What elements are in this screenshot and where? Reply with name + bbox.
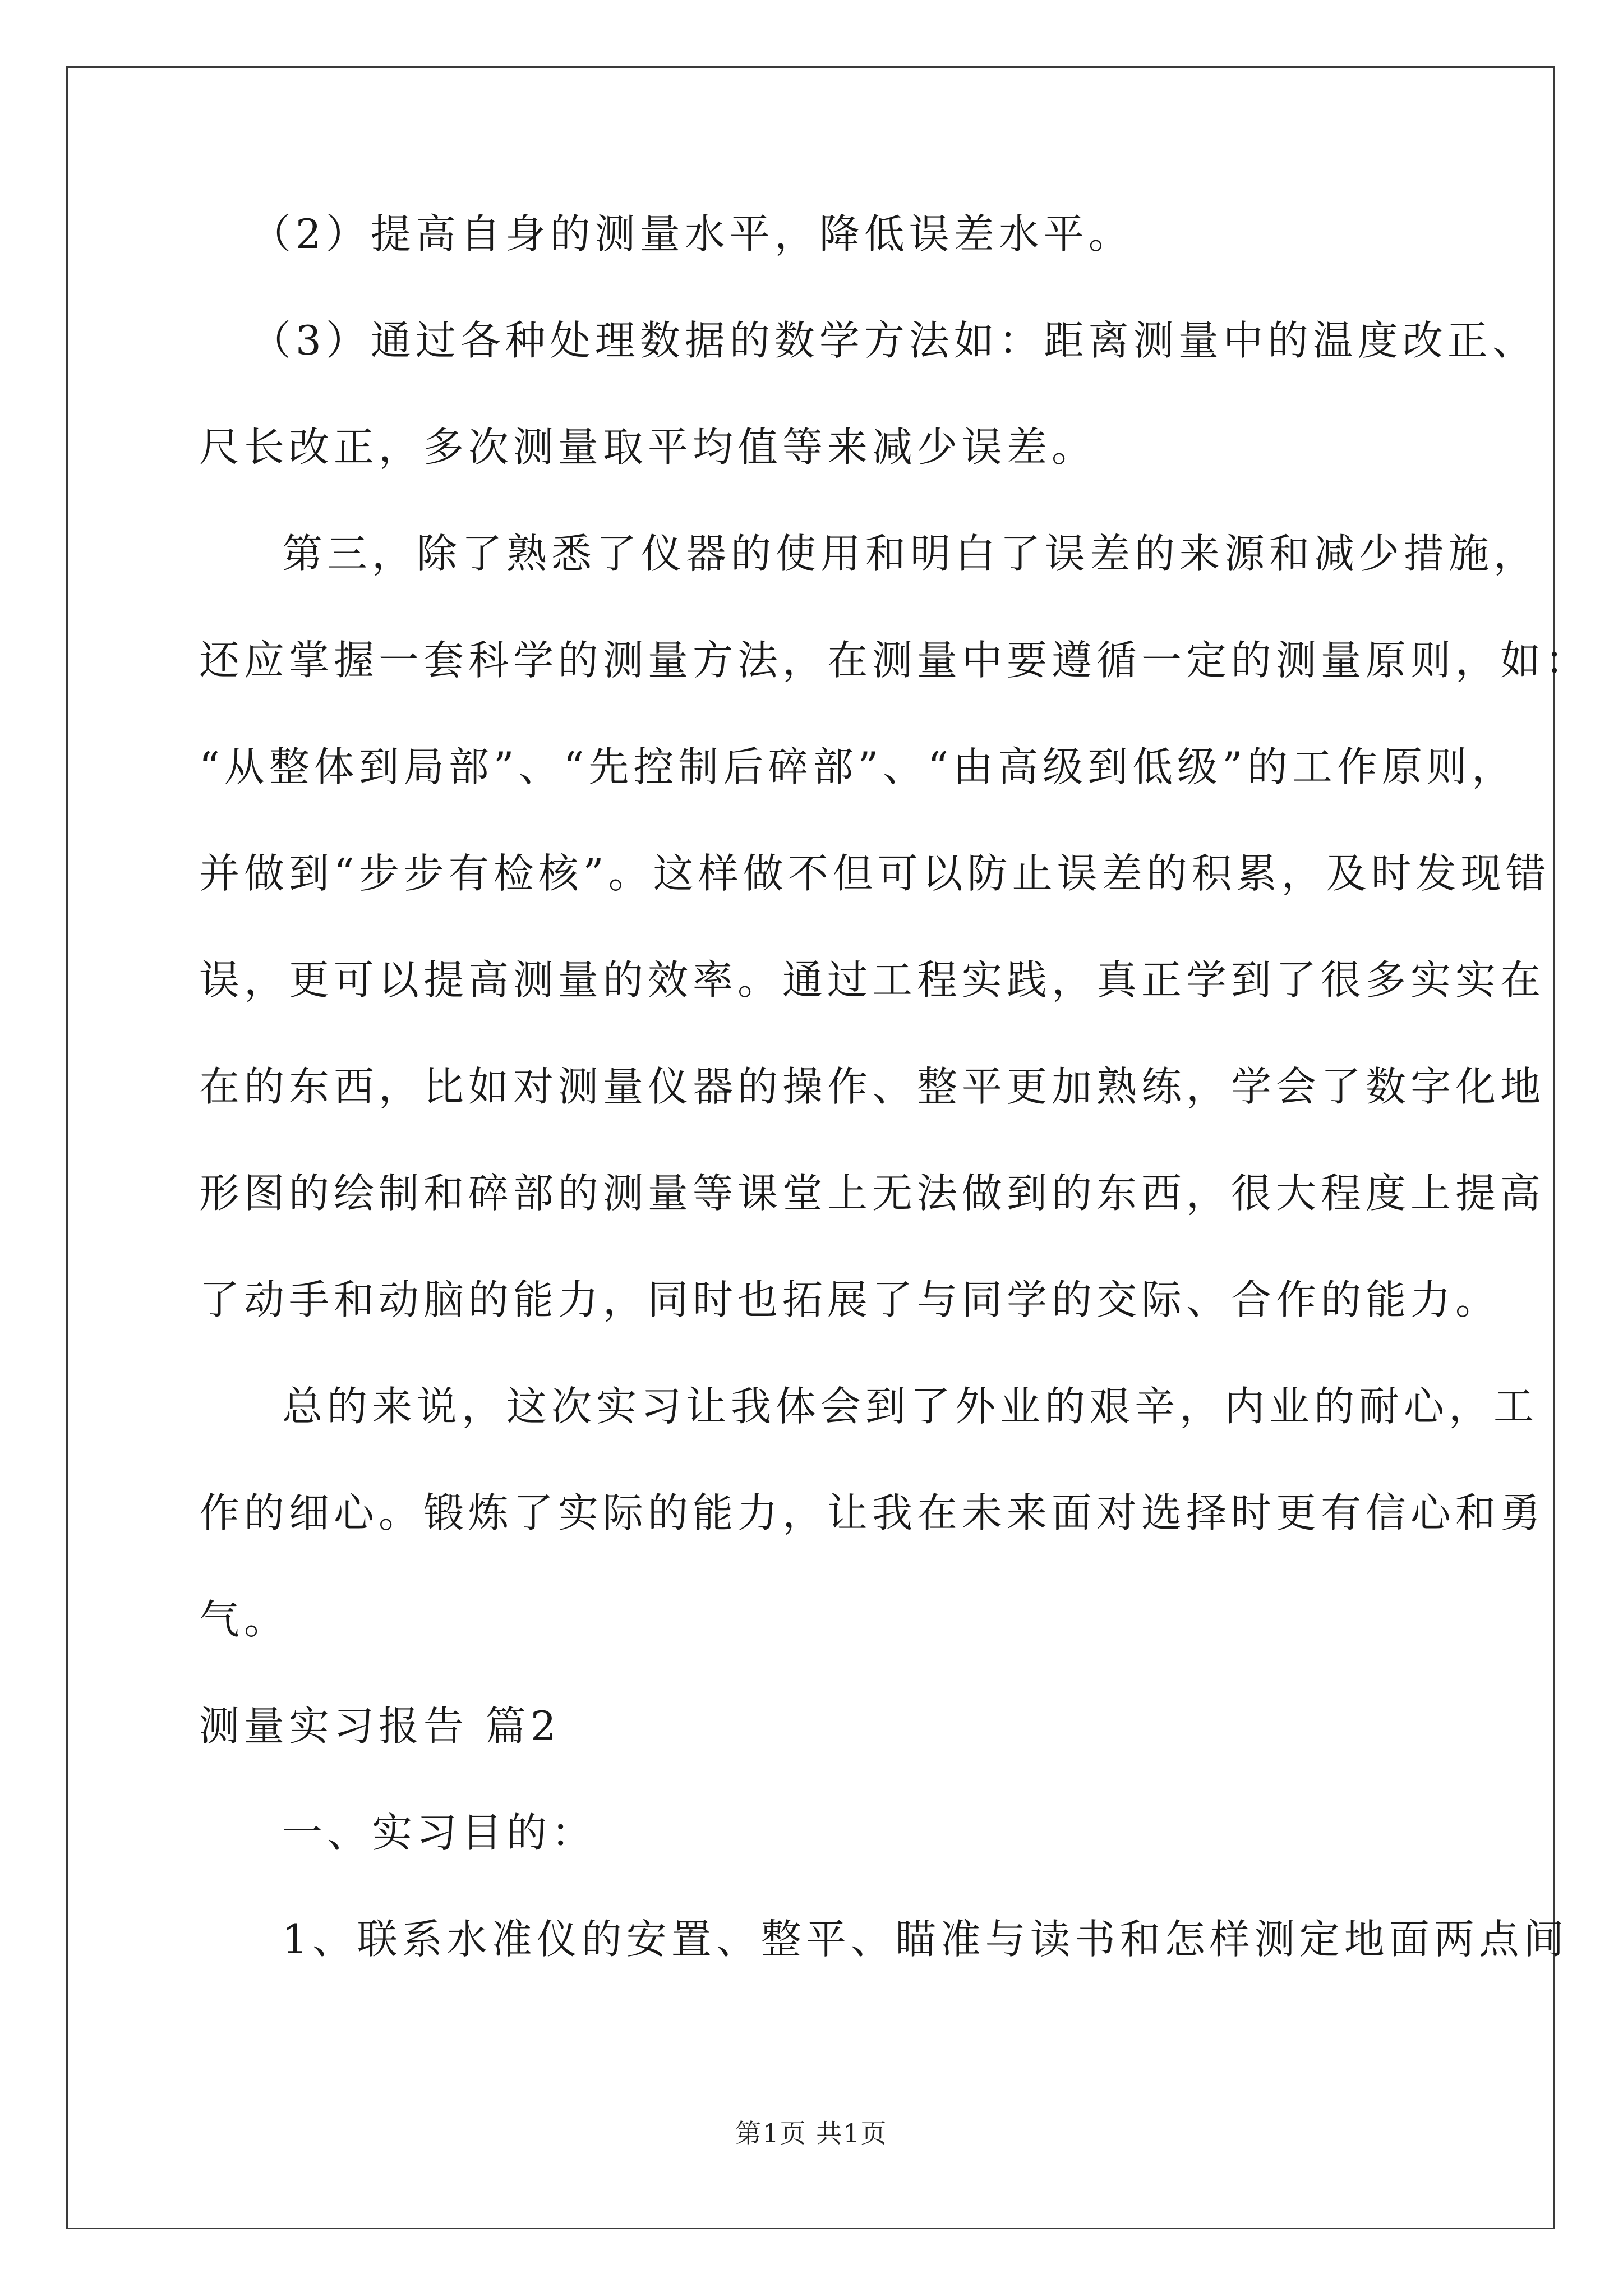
- paragraph-line: 形图的绘制和碎部的测量等课堂上无法做到的东西，很大程度上提高: [199, 1170, 1546, 1217]
- paragraph-line: 尺长改正，多次测量取平均值等来减少误差。: [199, 424, 1097, 471]
- paragraph-line: 1、联系水准仪的安置、整平、瞄准与读书和怎样测定地面两点间: [282, 1916, 1569, 1963]
- paragraph-line: 总的来说，这次实习让我体会到了外业的艰辛，内业的耐心，工: [282, 1383, 1539, 1430]
- paragraph-line: 还应掌握一套科学的测量方法，在测量中要遵循一定的测量原则，如：: [199, 637, 1590, 684]
- paragraph-line: 作的细心。锻炼了实际的能力，让我在未来面对选择时更有信心和勇: [199, 1489, 1546, 1536]
- paragraph-line: 误，更可以提高测量的效率。通过工程实践，真正学到了很多实实在: [199, 956, 1546, 1004]
- paragraph-line: 在的东西，比如对测量仪器的操作、整平更加熟练，学会了数字化地: [199, 1063, 1546, 1110]
- paragraph-line: 了动手和动脑的能力，同时也拓展了与同学的交际、合作的能力。: [199, 1276, 1501, 1323]
- paragraph-line: （2）提高自身的测量水平，降低误差水平。: [251, 210, 1133, 257]
- page-footer: 第1页 共1页: [735, 2118, 888, 2148]
- page-border: [66, 66, 1555, 2229]
- paragraph-line: （3）通过各种处理数据的数学方法如：距离测量中的温度改正、: [251, 317, 1537, 364]
- paragraph-line: 第三，除了熟悉了仪器的使用和明白了误差的来源和减少措施，: [282, 530, 1539, 577]
- paragraph-line: “从整体到局部”、“先控制后碎部”、“由高级到低级”的工作原则，: [199, 743, 1516, 790]
- paragraph-line: 并做到“步步有检核”。这样做不但可以防止误差的积累，及时发现错: [199, 850, 1551, 897]
- section-heading: 测量实习报告 篇2: [199, 1703, 561, 1750]
- subsection-heading: 一、实习目的：: [282, 1809, 597, 1856]
- paragraph-line: 气。: [199, 1596, 289, 1643]
